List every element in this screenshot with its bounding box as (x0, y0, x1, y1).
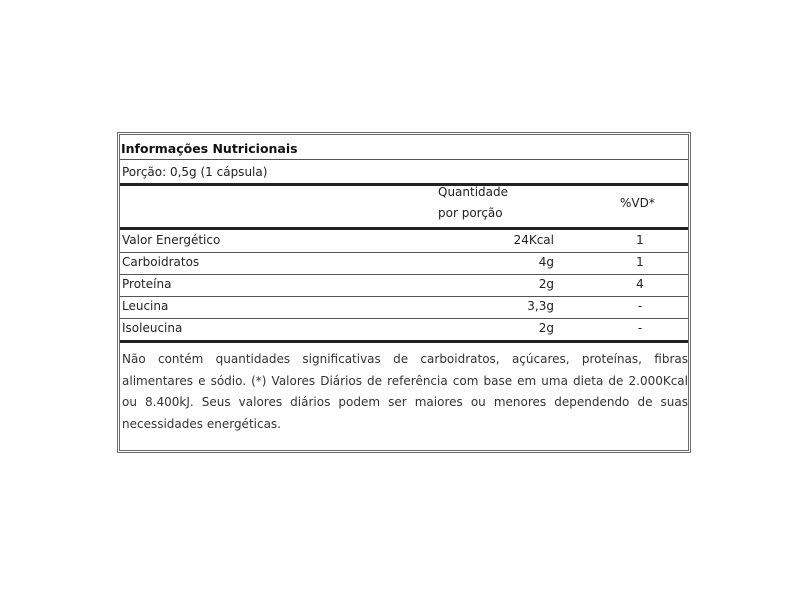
quantity-header-line2: por porção (438, 206, 503, 220)
nutrient-name: Leucina (122, 299, 169, 313)
nutrient-name: Proteína (122, 277, 172, 291)
nutrient-name: Isoleucina (122, 321, 183, 335)
nutrient-quantity: 3,3g (527, 299, 554, 313)
divider (120, 340, 688, 343)
table-row (120, 252, 688, 274)
table-row (120, 274, 688, 296)
divider (120, 183, 688, 186)
panel-title: Informações Nutricionais (121, 141, 298, 156)
vd-header: %VD* (620, 196, 655, 210)
table-row (120, 318, 688, 340)
nutrient-name: Valor Energético (122, 233, 221, 247)
nutrient-name: Carboidratos (122, 255, 200, 269)
divider (120, 159, 688, 160)
table-row (120, 230, 688, 252)
footnote: Não contém quantidades significativas de carboidratos, açúcares, proteínas, fibras alimentares e sódio. (*) Valores Diários de referência com base em uma dieta de 2.000Kcal ou 8.400kJ. Seus valores diários podem ser maiores ou menores dependendo de suas necessidades energéticas. (122, 352, 688, 431)
nutrient-quantity: 24Kcal (513, 233, 554, 247)
nutrient-vd: - (637, 299, 643, 313)
quantity-header-line1: Quantidade (438, 185, 509, 199)
nutrient-vd: 1 (636, 233, 644, 247)
table-row (120, 296, 688, 318)
portion-size: Porção: 0,5g (1 cápsula) (122, 165, 268, 179)
nutrient-quantity: 4g (538, 255, 554, 269)
nutrition-facts-panel (117, 132, 691, 453)
nutrient-vd: 4 (636, 277, 644, 291)
nutrient-quantity: 2g (538, 321, 554, 335)
nutrient-vd: - (637, 321, 643, 335)
nutrient-vd: 1 (636, 255, 644, 269)
nutrient-quantity: 2g (538, 277, 554, 291)
